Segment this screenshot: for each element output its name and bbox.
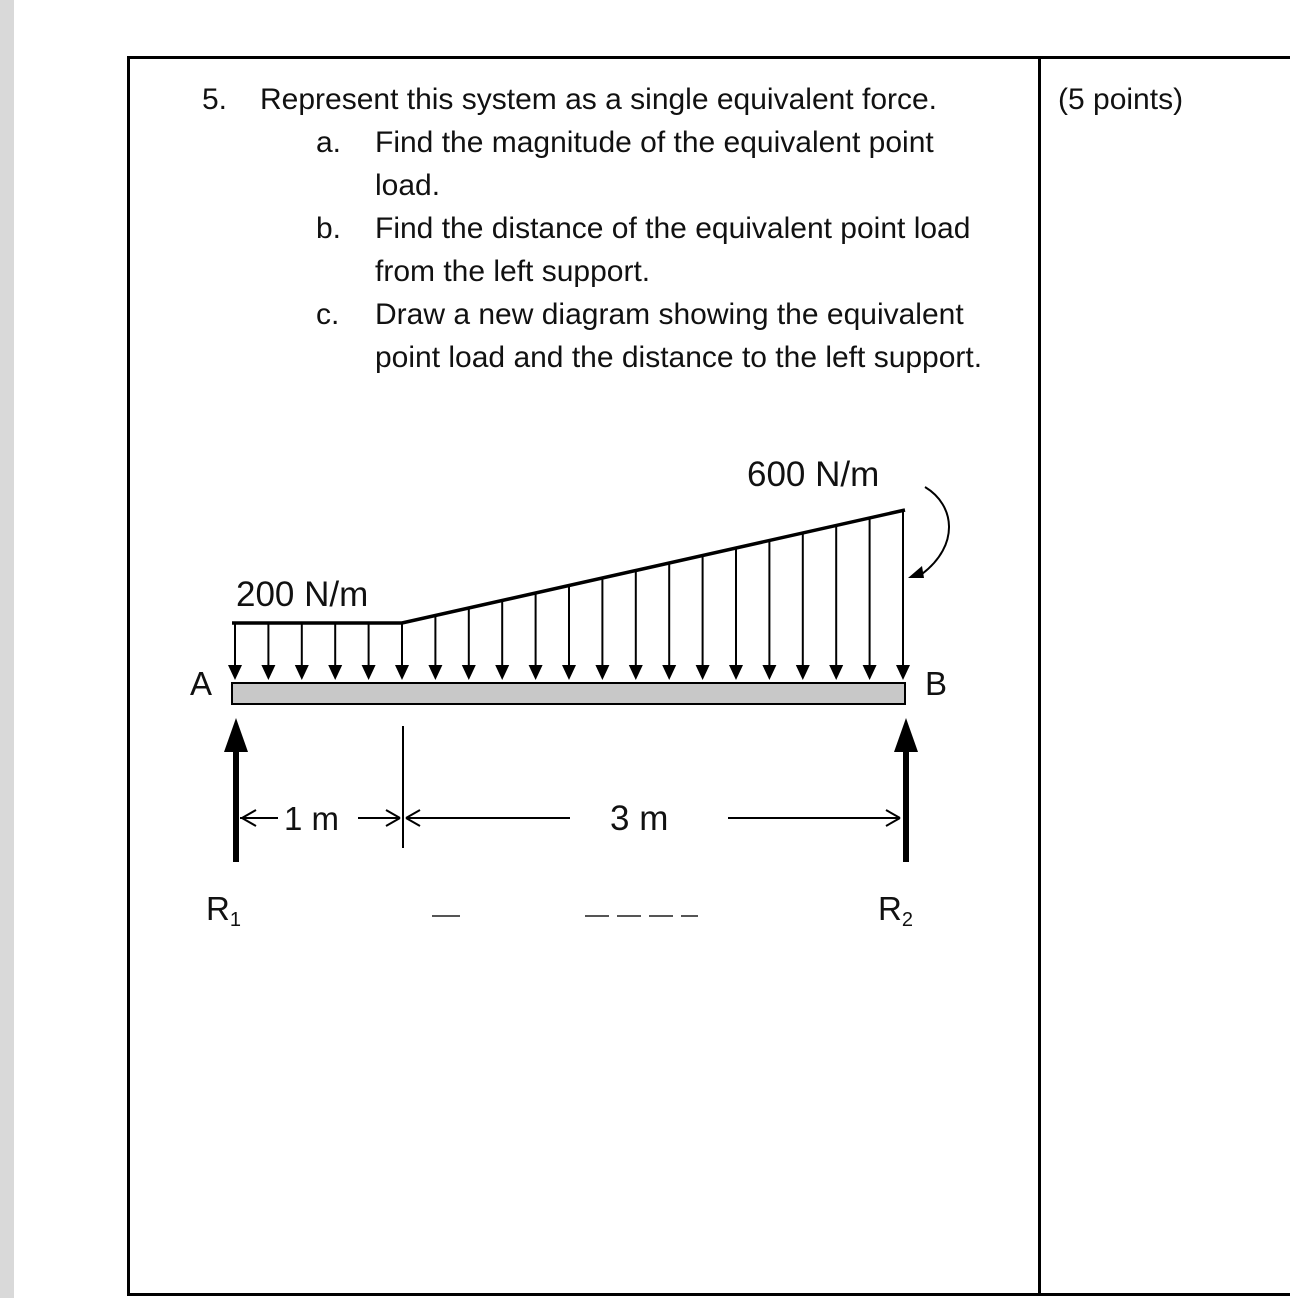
label-leader-arrowhead <box>908 566 924 578</box>
load-left-label: 200 N/m <box>236 575 369 614</box>
load-arrow-head <box>495 665 509 680</box>
part-c-text: Draw a new diagram showing the equivalent point load and the distance to the left support. <box>375 298 983 374</box>
dim-1-label: 1 m <box>284 800 340 837</box>
load-arrow-head <box>295 665 309 680</box>
load-arrow-head <box>562 665 576 680</box>
point-a-label: A <box>190 665 213 702</box>
dim-2-label: 3 m <box>610 799 669 838</box>
load-arrow-head <box>896 665 910 680</box>
question-title: Represent this system as a single equivalent force. <box>260 83 938 116</box>
part-a-text: Find the magnitude of the equivalent point load. <box>375 126 934 202</box>
load-arrow-head <box>662 665 676 680</box>
load-arrow-head <box>462 665 476 680</box>
part-b-text: Find the distance of the equivalent point load from the left support. <box>375 212 971 288</box>
part-c-label: c. <box>316 298 340 331</box>
load-arrow-head <box>696 665 710 680</box>
part-b-label: b. <box>316 212 342 245</box>
load-arrow-head <box>328 665 342 680</box>
load-arrow-head <box>529 665 543 680</box>
label-leader-curve <box>922 487 949 574</box>
beam <box>232 683 905 704</box>
load-arrow-head <box>428 665 442 680</box>
load-arrow-head <box>595 665 609 680</box>
load-arrow-head <box>829 665 843 680</box>
points-label: (5 points) <box>1058 83 1184 116</box>
reaction-2-arrowhead <box>894 718 918 752</box>
load-arrow-head <box>863 665 877 680</box>
load-arrow-head <box>796 665 810 680</box>
load-arrow-head <box>362 665 376 680</box>
reaction-2-label: R2 <box>878 890 913 931</box>
load-arrow-head <box>395 665 409 680</box>
load-arrow-head <box>228 665 242 680</box>
load-arrow-head <box>762 665 776 680</box>
reaction-1-arrowhead <box>224 718 248 752</box>
load-arrow-head <box>729 665 743 680</box>
question-number: 5. <box>202 83 228 116</box>
point-b-label: B <box>925 665 948 702</box>
part-a-label: a. <box>316 126 342 159</box>
load-right-label: 600 N/m <box>747 455 880 494</box>
load-arrow-head <box>261 665 275 680</box>
load-arrow-head <box>629 665 643 680</box>
reaction-1-label: R1 <box>206 890 241 931</box>
